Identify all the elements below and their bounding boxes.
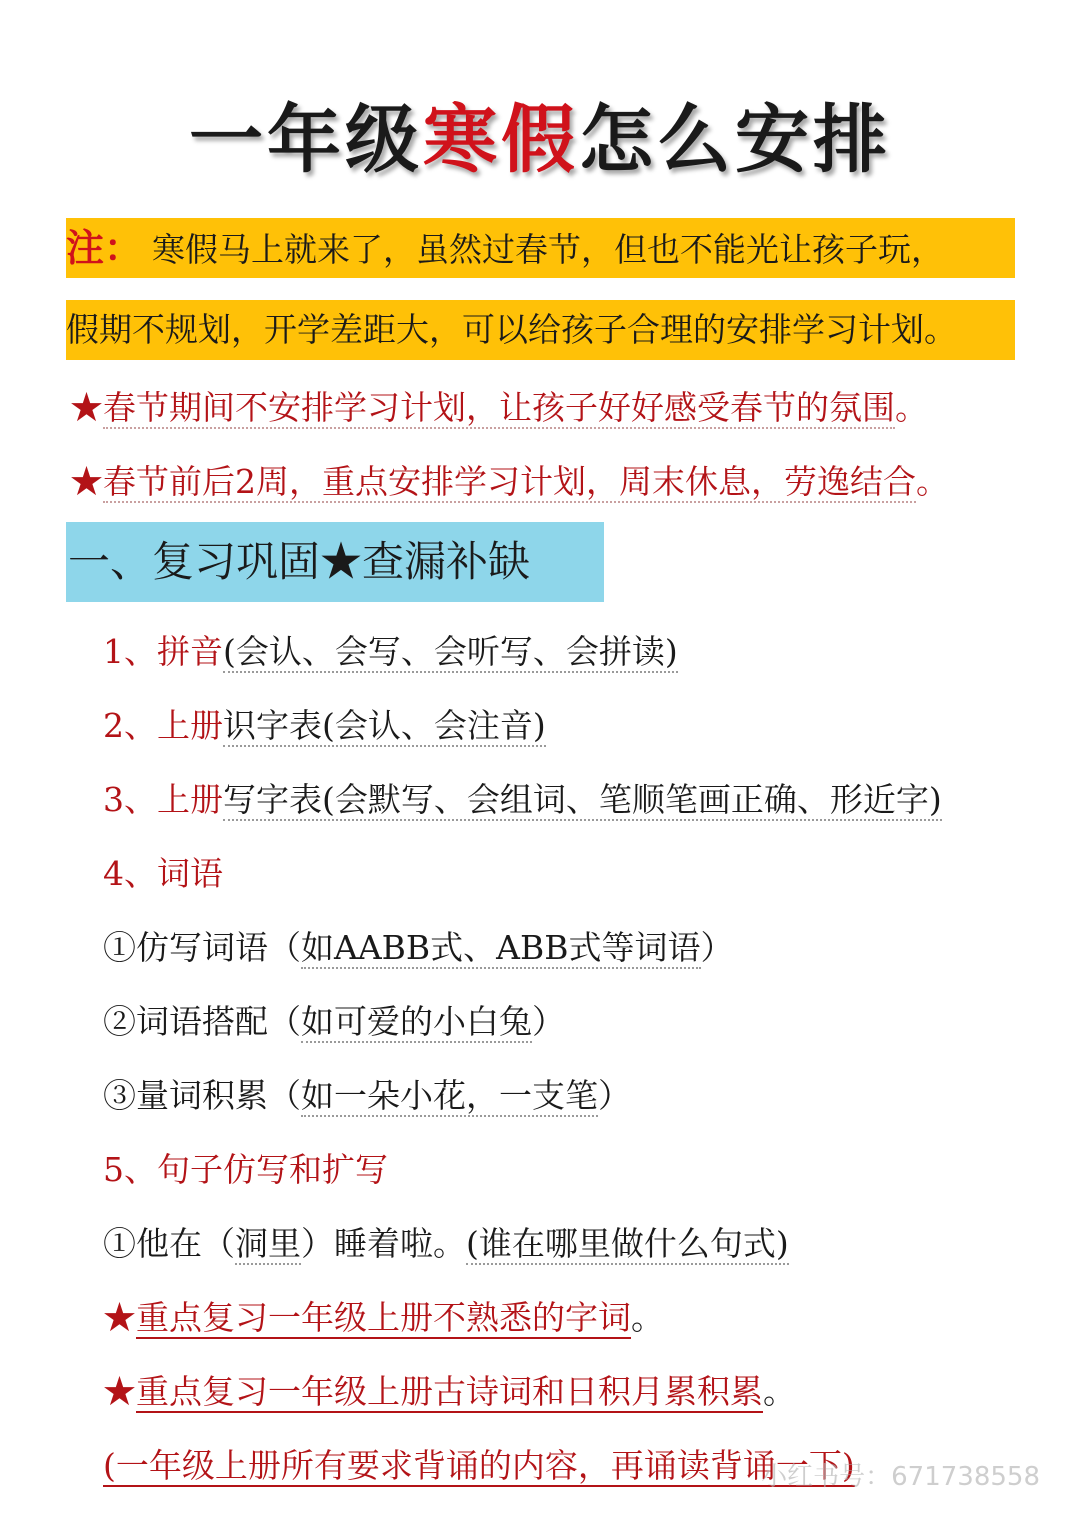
item-number: 4、 [103, 854, 157, 893]
section-heading: 一、复习巩固★查漏补缺 [66, 522, 604, 602]
sub-item-text: ②词语搭配（ [103, 1002, 301, 1041]
list-item [103, 700, 546, 752]
focus-end: 。 [763, 1372, 796, 1411]
star-icon: ★ [70, 462, 103, 501]
sub-item [103, 996, 565, 1048]
sub-item-example: 如可爱的小白兔 [301, 1002, 532, 1041]
title-part1: 一年级 [189, 97, 423, 183]
sub-item-end: ） [598, 1076, 631, 1115]
list-item [103, 774, 942, 826]
item-rest: 识字表(会认、会注音) [223, 706, 546, 745]
item-number: 2、 [103, 706, 157, 745]
watermark: 小红书号：671738558 [761, 1462, 1040, 1492]
sub-item-text: ①仿写词语（ [103, 928, 301, 967]
list-item [103, 1144, 388, 1196]
sentence-example [103, 1218, 789, 1270]
star-end: 。 [916, 462, 949, 501]
sub-item-end: ） [700, 928, 734, 967]
list-item [103, 626, 678, 678]
focus-line-2 [103, 1366, 796, 1418]
item-number: 1、 [103, 632, 157, 671]
item-head: 句子仿写和扩写 [157, 1150, 388, 1189]
sub-item-text: ③量词积累（ [103, 1076, 301, 1115]
sub-item-example: 如一朵小花，一支笔 [301, 1076, 598, 1115]
sub-item-example: 如AABB式、ABB式等词语 [301, 928, 701, 967]
star-text: 春节前后2周，重点安排学习计划，周末休息，劳逸结合 [103, 462, 916, 501]
recite-line [103, 1440, 855, 1492]
note-line-2 [66, 300, 1015, 360]
focus-line-1 [103, 1292, 664, 1344]
list-item [103, 848, 223, 900]
sentence-pattern: (谁在哪里做什么句式) [466, 1224, 789, 1263]
focus-end: 。 [631, 1298, 664, 1337]
star-icon: ★ [103, 1298, 136, 1337]
note-text-1: 寒假马上就来了，虽然过春节，但也不能光让孩子玩， [152, 230, 945, 269]
sentence-part: ）睡着啦。 [301, 1224, 466, 1263]
focus-text: 重点复习一年级上册古诗词和日积月累积累 [136, 1372, 763, 1411]
star-icon: ★ [103, 1372, 136, 1411]
focus-text: 重点复习一年级上册不熟悉的字词 [136, 1298, 631, 1337]
item-number: 3、 [103, 780, 157, 819]
title-part2: 怎么安排 [579, 97, 891, 183]
star-icon: ★ [70, 388, 103, 427]
item-rest: 写字表(会默写、会组词、笔顺笔画正确、形近字) [223, 780, 942, 819]
item-head: 上册 [157, 706, 223, 745]
star-text: 春节期间不安排学习计划，让孩子好好感受春节的氛围 [103, 388, 895, 427]
sentence-blank: 洞里 [235, 1224, 301, 1263]
star-end: 。 [895, 388, 928, 427]
note-line-1 [66, 218, 1015, 278]
sentence-part: ①他在（ [103, 1224, 235, 1263]
recite-text: (一年级上册所有要求背诵的内容，再诵读背诵一下) [103, 1446, 855, 1485]
item-head: 拼音 [157, 632, 223, 671]
sub-item [103, 1070, 631, 1122]
note-text-2: 假期不规划，开学差距大，可以给孩子合理的安排学习计划。 [66, 310, 957, 349]
title-highlight: 寒假 [423, 97, 579, 183]
item-head: 上册 [157, 780, 223, 819]
star-line-2 [70, 456, 949, 508]
item-rest: (会认、会写、会听写、会拼读) [223, 632, 678, 671]
sub-item-end: ） [532, 1002, 565, 1041]
item-number: 5、 [103, 1150, 157, 1189]
page-title [0, 92, 1080, 188]
item-head: 词语 [157, 854, 223, 893]
star-line-1 [70, 382, 928, 434]
note-label: 注： [66, 225, 143, 270]
sub-item [103, 922, 734, 974]
